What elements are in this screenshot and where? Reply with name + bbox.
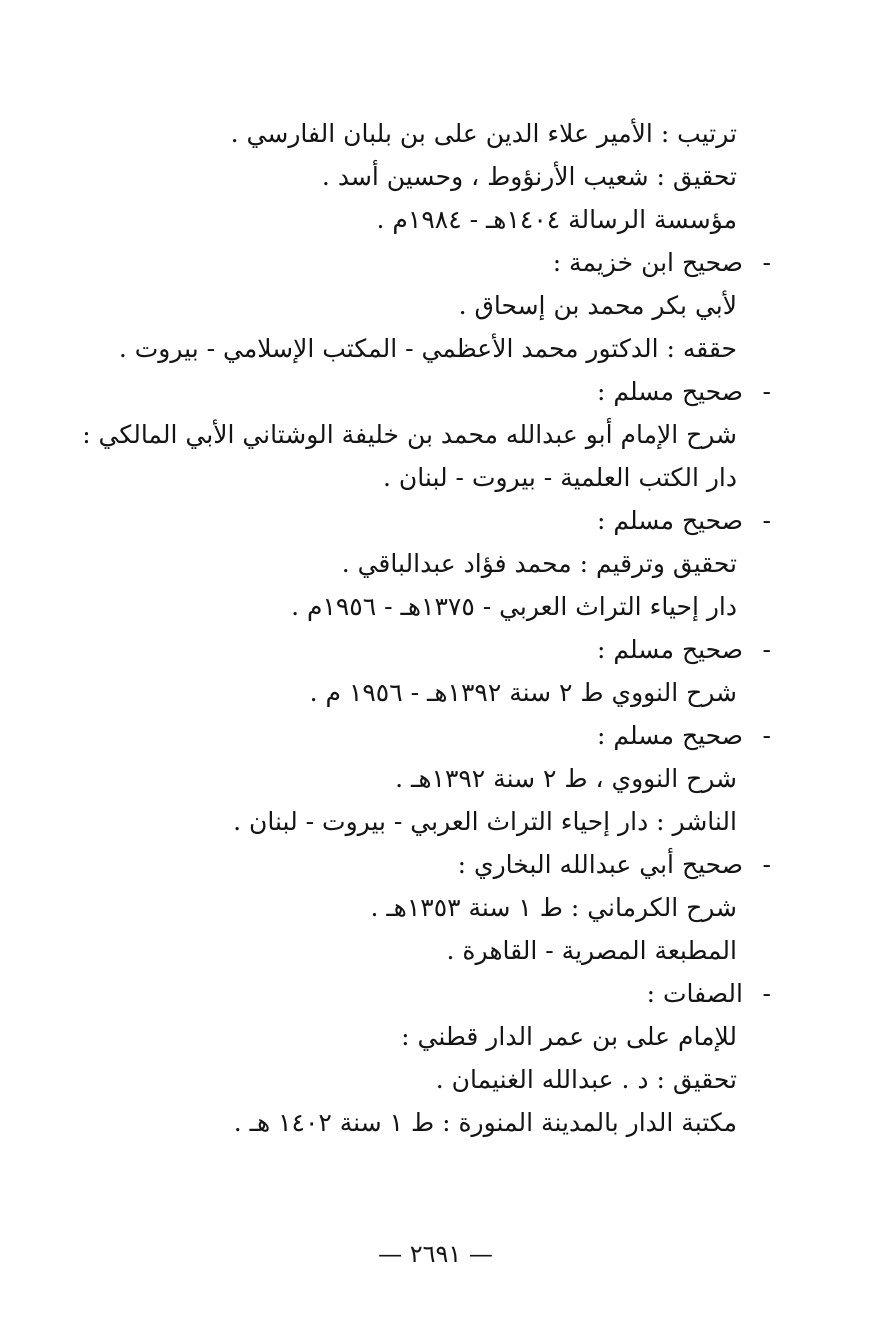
- entry-line: الناشر : دار إحياء التراث العربي - بيروت - لبنان .: [233, 807, 737, 836]
- entry-dash: -: [762, 377, 771, 406]
- entry-line: حققه : الدكتور محمد الأعظمي - المكتب الإسلامي - بيروت .: [118, 334, 737, 363]
- entry-dash: -: [762, 979, 771, 1008]
- entry-line: تحقيق : د . عبدالله الغنيمان .: [435, 1065, 737, 1094]
- bibliography-entry: [71, 628, 771, 714]
- entry-title-text: صحيح مسلم :: [597, 635, 743, 664]
- entry-title-text: صحيح ابن خزيمة :: [552, 248, 743, 277]
- entry-title-text: صحيح مسلم :: [597, 721, 743, 750]
- bibliography-entry: [71, 499, 771, 628]
- entry-title: [71, 628, 771, 671]
- entry-dash: -: [762, 850, 771, 879]
- bibliography-entry: [71, 972, 771, 1144]
- entry-title: [71, 714, 771, 757]
- entry-title-text: الصفات :: [646, 979, 743, 1008]
- entry-line: شرح الإمام أبو عبدالله محمد بن خليفة الوشتاني الأبي المالكي :: [82, 420, 737, 449]
- entry-title-text: صحيح مسلم :: [597, 506, 743, 535]
- entry-line: للإمام على بن عمر الدار قطني :: [401, 1022, 737, 1051]
- entry-title: [71, 843, 771, 886]
- bibliography-entry: [71, 370, 771, 499]
- entry-line: شرح النووي ، ط ٢ سنة ١٣٩٢هـ .: [395, 764, 737, 793]
- entry-line: تحقيق وترقيم : محمد فؤاد عبدالباقي .: [341, 549, 737, 578]
- bibliography-entry: [71, 241, 771, 370]
- bibliography-entry: [71, 843, 771, 972]
- entry-line: المطبعة المصرية - القاهرة .: [446, 936, 737, 965]
- bibliography-list: [71, 112, 771, 1144]
- entry-line: ترتيب : الأمير علاء الدين على بن بلبان الفارسي .: [230, 119, 737, 148]
- bibliography-entry: [71, 714, 771, 843]
- entry-title: [71, 370, 771, 413]
- entry-line: تحقيق : شعيب الأرنؤوط ، وحسين أسد .: [321, 162, 737, 191]
- entry-line: مؤسسة الرسالة ١٤٠٤هـ - ١٩٨٤م .: [376, 205, 737, 234]
- entry-dash: -: [762, 635, 771, 664]
- entry-line: شرح النووي ط ٢ سنة ١٣٩٢هـ - ١٩٥٦ م .: [309, 678, 737, 707]
- entry-dash: -: [762, 506, 771, 535]
- bibliography-entry-continued: [71, 112, 771, 241]
- entry-title: [71, 241, 771, 284]
- entry-dash: -: [762, 721, 771, 750]
- entry-title: [71, 499, 771, 542]
- entry-line: دار الكتب العلمية - بيروت - لبنان .: [383, 463, 737, 492]
- entry-title-text: صحيح مسلم :: [597, 377, 743, 406]
- entry-line: دار إحياء التراث العربي - ١٣٧٥هـ - ١٩٥٦م .: [291, 592, 737, 621]
- entry-line: مكتبة الدار بالمدينة المنورة : ط ١ سنة ١٤٠٢ هـ .: [233, 1108, 737, 1137]
- entry-title-text: صحيح أبي عبدالله البخاري :: [457, 850, 743, 879]
- entry-title: [71, 972, 771, 1015]
- entry-line: شرح الكرماني : ط ١ سنة ١٣٥٣هـ .: [370, 893, 737, 922]
- page-number: — ٢٦٩١ —: [378, 1240, 493, 1268]
- entry-line: لأبي بكر محمد بن إسحاق .: [458, 291, 737, 320]
- entry-dash: -: [762, 248, 771, 277]
